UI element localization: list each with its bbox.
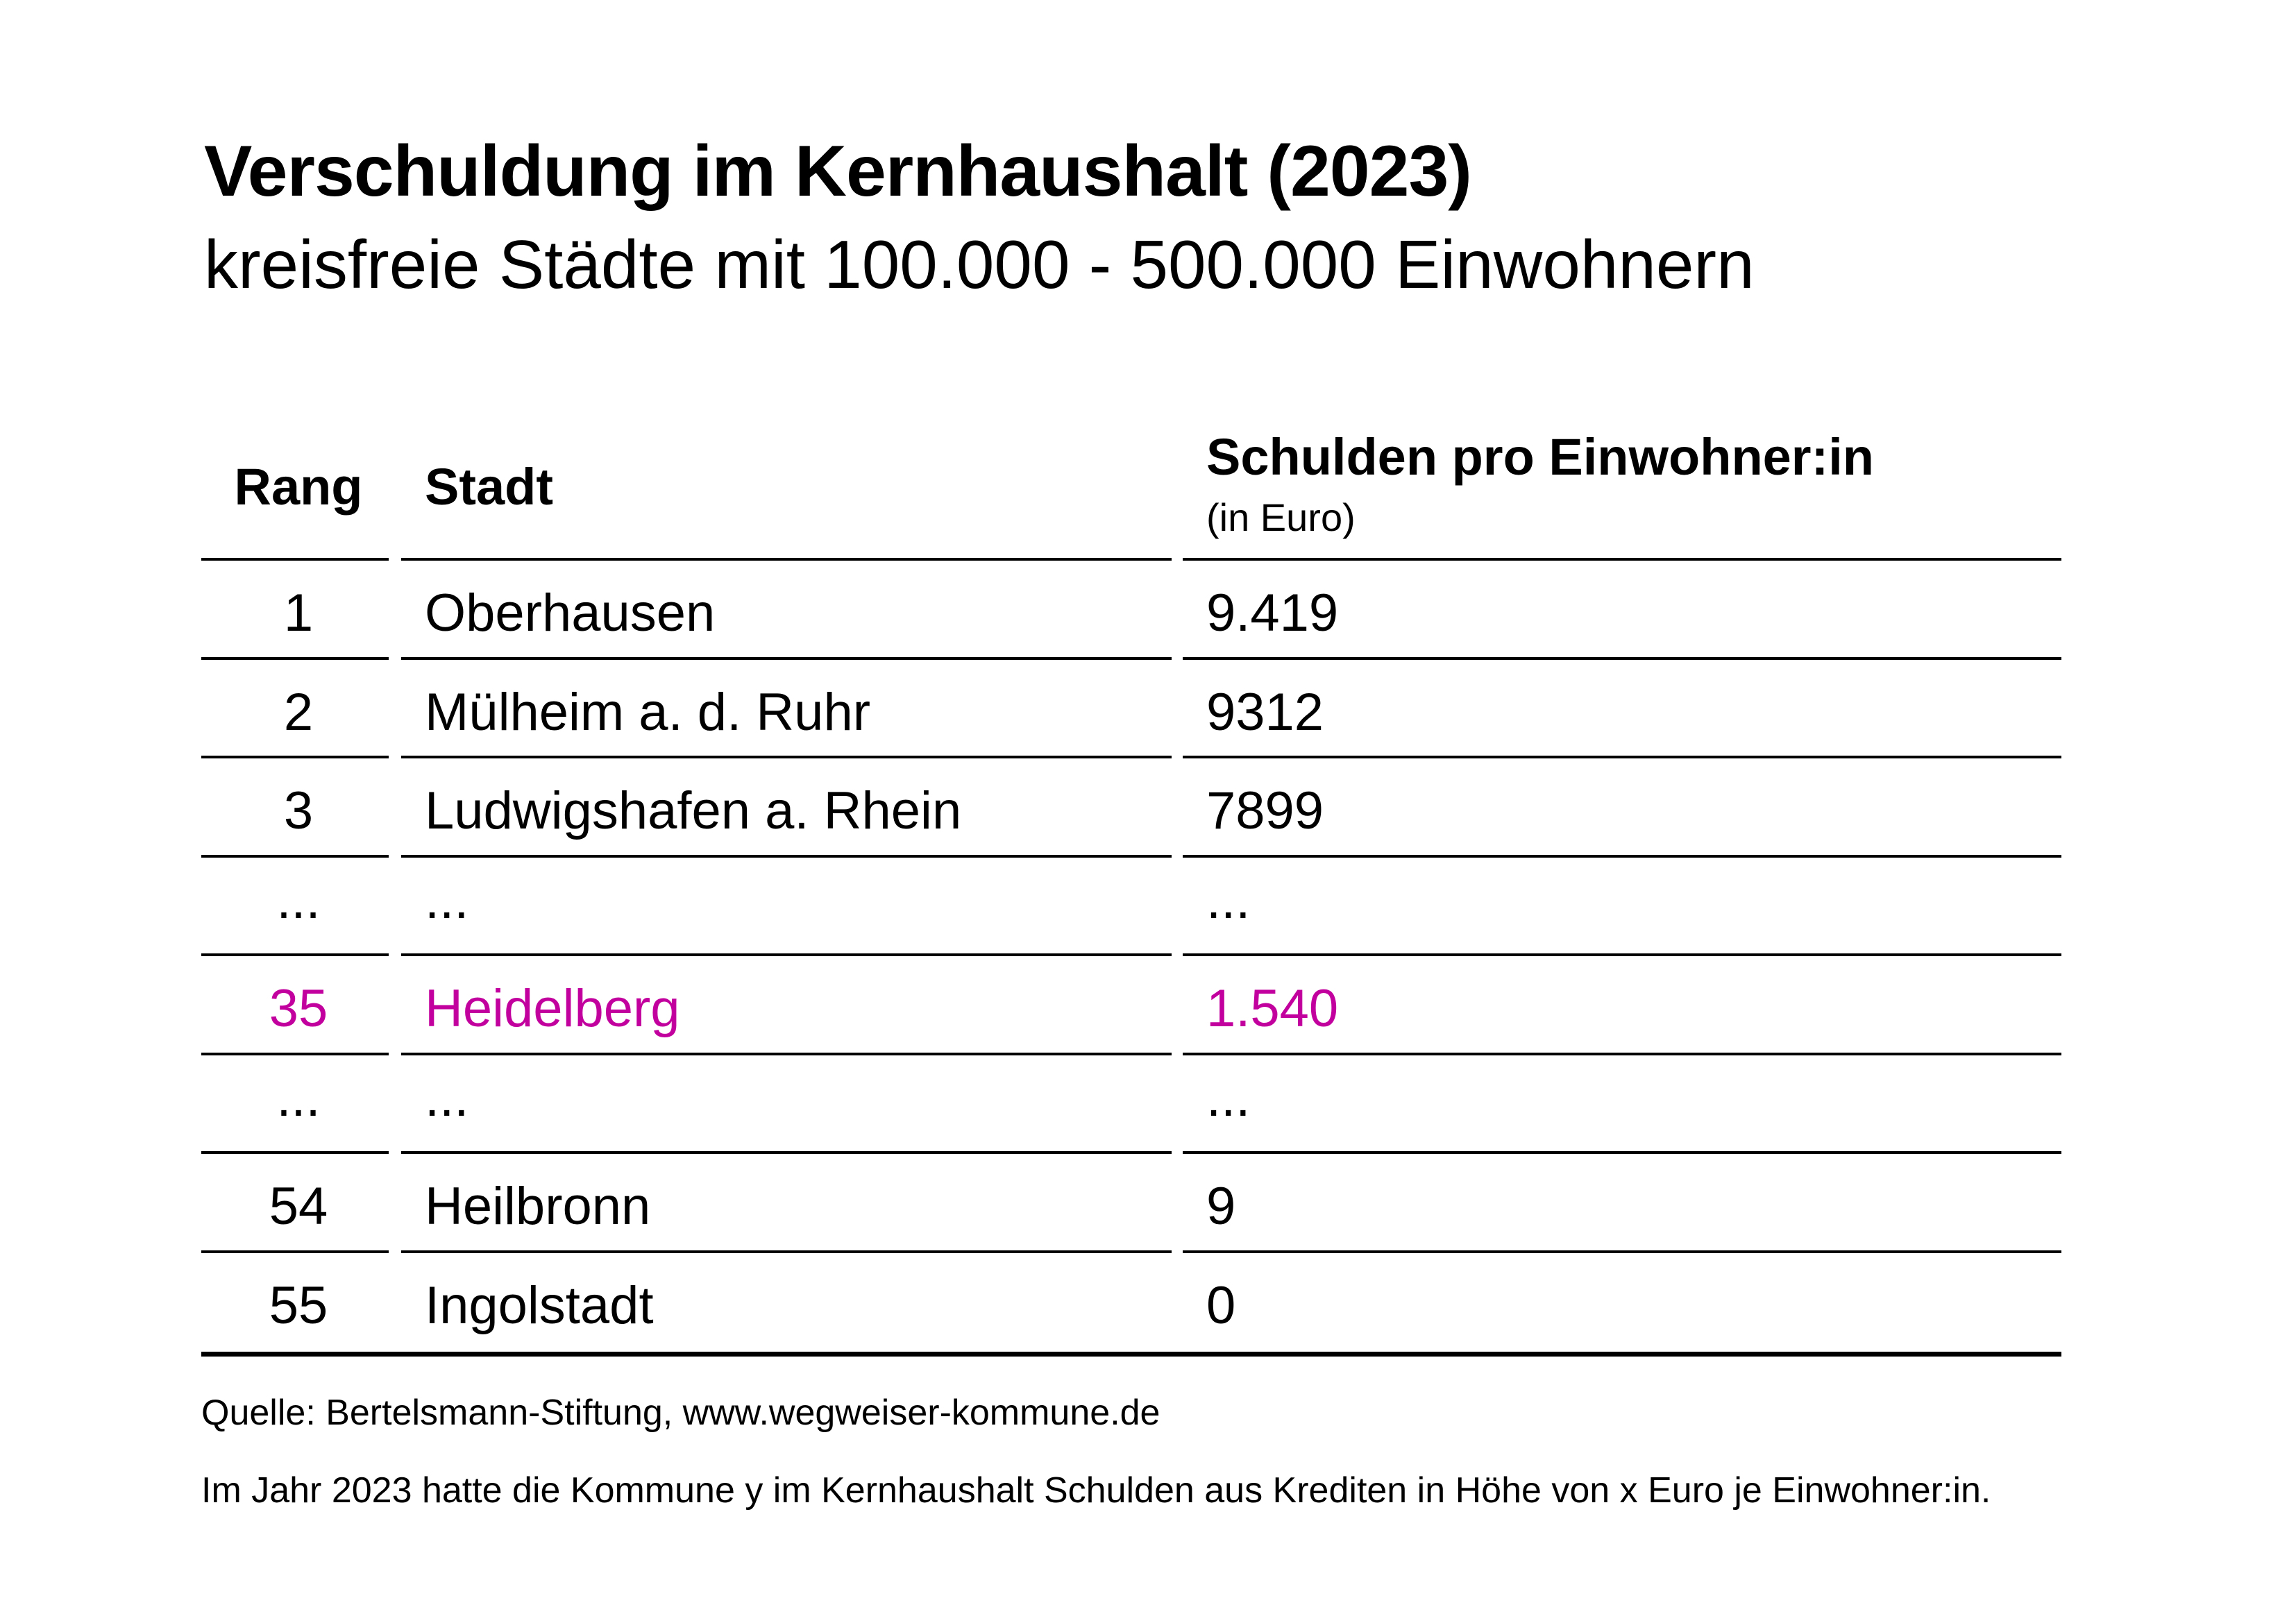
city-cell: ... [425, 1068, 469, 1128]
header-value: Schulden pro Einwohner:in [1206, 428, 1874, 486]
row-rule [1183, 1250, 2061, 1253]
header-rank: Rang [234, 458, 363, 516]
rank-cell: ... [276, 1068, 321, 1128]
header-value-unit: (in Euro) [1206, 495, 1356, 539]
table-bottom-rule [201, 1352, 2061, 1357]
row-rule [401, 1250, 1172, 1253]
row-rule [201, 657, 389, 660]
row-rule [401, 756, 1172, 758]
row-rule [1183, 953, 2061, 956]
rank-cell: 1 [283, 584, 314, 643]
value-cell: 9 [1206, 1177, 1236, 1236]
row-rule [401, 1053, 1172, 1055]
chart-title: Verschuldung im Kernhaushalt (2023) [204, 131, 1471, 212]
row-rule [1183, 855, 2061, 858]
chart-subtitle: kreisfreie Städte mit 100.000 - 500.000 Einwohnern [204, 226, 1755, 303]
value-cell: 9312 [1206, 682, 1324, 742]
row-rule [201, 1151, 389, 1154]
rank-cell: 35 [269, 979, 328, 1038]
rank-cell: 55 [269, 1275, 328, 1335]
rank-cell: 3 [283, 781, 314, 840]
source-note: Quelle: Bertelsmann-Stiftung, www.wegweiser-kommune.de [201, 1393, 1160, 1433]
value-cell: 0 [1206, 1275, 1236, 1335]
value-cell: 1.540 [1206, 979, 1339, 1038]
city-cell: ... [425, 870, 469, 930]
row-rule [201, 1250, 389, 1253]
row-rule [201, 1053, 389, 1055]
row-rule [401, 657, 1172, 660]
row-rule [201, 953, 389, 956]
row-rule [1183, 657, 2061, 660]
city-cell: Mülheim a. d. Ruhr [425, 682, 871, 742]
row-rule [1183, 1151, 2061, 1154]
row-rule [401, 855, 1172, 858]
rank-cell: 54 [269, 1177, 328, 1236]
rank-cell: 2 [283, 682, 314, 742]
city-cell: Heilbronn [425, 1177, 651, 1236]
row-rule [401, 558, 1172, 561]
value-cell: ... [1206, 870, 1251, 930]
row-rule [201, 558, 389, 561]
row-rule [1183, 1053, 2061, 1055]
value-cell: 7899 [1206, 781, 1324, 840]
city-cell: Heidelberg [425, 979, 680, 1038]
row-rule [201, 855, 389, 858]
explanation-note: Im Jahr 2023 hatte die Kommune y im Kernhaushalt Schulden aus Krediten in Höhe von x Euro je Einwohner:in. [201, 1470, 1991, 1511]
row-rule [401, 1151, 1172, 1154]
header-city: Stadt [425, 458, 553, 516]
value-cell: 9.419 [1206, 584, 1339, 643]
row-rule [1183, 558, 2061, 561]
city-cell: Ingolstadt [425, 1275, 654, 1335]
value-cell: ... [1206, 1068, 1251, 1128]
city-cell: Oberhausen [425, 584, 716, 643]
city-cell: Ludwigshafen a. Rhein [425, 781, 962, 840]
row-rule [401, 953, 1172, 956]
row-rule [201, 756, 389, 758]
row-rule [1183, 756, 2061, 758]
rank-cell: ... [276, 870, 321, 930]
